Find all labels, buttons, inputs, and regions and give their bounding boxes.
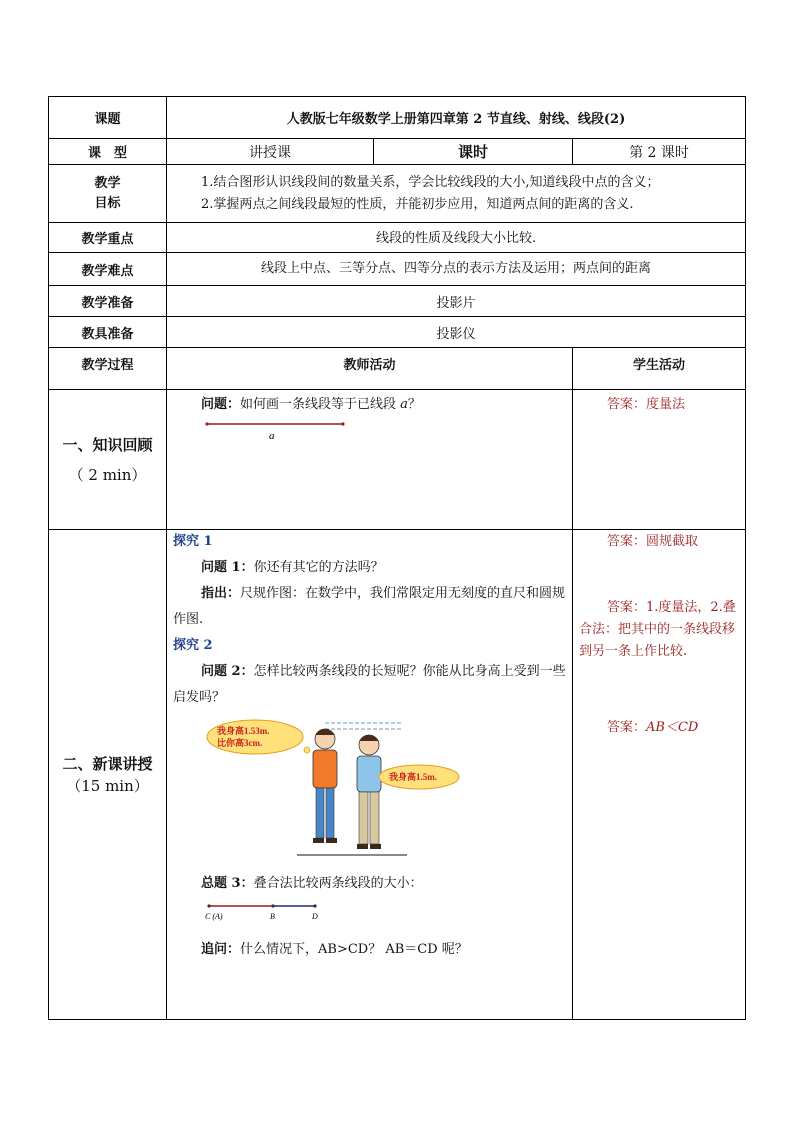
section1-question-var: a — [400, 397, 408, 412]
type-value: 讲授课 — [167, 139, 374, 165]
topic-label: 课题 — [49, 97, 167, 139]
segment-a-label: a — [269, 430, 275, 442]
section2-answer-1: 答案：圆规截取 — [607, 534, 699, 549]
type-label: 课 型 — [49, 139, 167, 165]
bubble1-line1: 我身高1.53m. — [217, 726, 270, 736]
followup-label: 追问： — [201, 942, 241, 957]
segment-a-endpoint-right — [341, 422, 344, 425]
note-line — [173, 581, 566, 633]
section1-time: （ 2 min） — [68, 465, 147, 484]
process-header-col2: 教师活动 — [167, 348, 573, 390]
summary-line — [173, 871, 566, 897]
q1-line — [173, 555, 566, 581]
section1-teacher-cell — [167, 390, 573, 530]
taller-boy-figure — [313, 729, 337, 843]
section2-answer-2: 答案：1.度量法，2.叠合法：把其中的一条线段移到另一条上作比较. — [579, 600, 736, 659]
segment-a-endpoint-left — [205, 422, 208, 425]
point-d — [313, 904, 316, 907]
section1-question — [173, 392, 566, 418]
bubble1-tail — [304, 747, 310, 753]
section2-row — [49, 530, 746, 1020]
summary-label: 总题 3： — [201, 876, 254, 891]
section1-row — [49, 390, 746, 530]
process-header-col3: 学生活动 — [573, 348, 746, 390]
lesson-plan-table — [48, 96, 746, 1020]
goals-list — [167, 165, 746, 223]
section2-label-cell — [49, 530, 167, 1020]
section1-question-end: ？ — [407, 397, 421, 412]
key-point-label: 教学重点 — [49, 223, 167, 253]
point-c — [207, 904, 210, 907]
section2-teacher-cell — [167, 530, 573, 1020]
q2-text: 怎样比较两条线段的长短呢？你能从比身高上受到一些启发吗？ — [173, 664, 566, 705]
difficulty-value: 线段上中点、三等分点、四等分点的表示方法及运用；两点间的距离 — [167, 253, 746, 286]
followup-line — [173, 937, 566, 963]
key-point-value: 线段的性质及线段大小比较. — [167, 223, 746, 253]
q2-label: 问题 2： — [201, 664, 254, 679]
goals-row — [49, 165, 746, 223]
label-b: B — [270, 912, 275, 921]
section2-answer-3-prefix: 答案： — [607, 720, 647, 735]
goals-label-line2: 目标 — [94, 195, 121, 211]
section1-question-text: 如何画一条线段等于已线段 — [240, 397, 401, 412]
topic-row — [49, 97, 746, 139]
section1-title: 一、知识回顾 — [62, 435, 153, 454]
note-label: 指出： — [201, 586, 241, 601]
prep-value: 投影片 — [167, 286, 746, 317]
note-text: 尺规作图：在数学中，我们常限定用无刻度的直尺和圆规作图. — [173, 586, 566, 627]
bubble1-line2: 比你高3cm. — [217, 738, 263, 748]
difficulty-row — [49, 253, 746, 286]
topic-title: 人教版七年级数学上册第四章第 2 节直线、射线、线段(2) — [167, 97, 746, 139]
explore1-heading: 探究 1 — [173, 534, 213, 549]
goal-item-1: 1.结合图形认识线段间的数量关系，学会比较线段的大小,知道线段中点的含义； — [201, 174, 660, 190]
section2-title: 二、新课讲授 — [62, 754, 153, 773]
period-value: 第 2 课时 — [573, 139, 746, 165]
point-b — [271, 904, 274, 907]
height-comparison-illustration — [207, 717, 437, 863]
summary-text: 叠合法比较两条线段的大小： — [253, 876, 423, 891]
label-d: D — [312, 912, 318, 921]
segment-a-figure — [203, 418, 363, 444]
tools-value: 投影仪 — [167, 317, 746, 348]
section1-question-label: 问题： — [201, 397, 241, 412]
section1-student-cell — [573, 390, 746, 530]
goals-label-line1: 教学 — [94, 175, 121, 191]
section2-answer-3 — [607, 715, 739, 741]
section1-answer: 答案：度量法 — [607, 397, 686, 412]
section1-label-cell — [49, 390, 167, 530]
goal-item-2: 2.掌握两点之间线段最短的性质，并能初步应用，知道两点间的距离的含义. — [201, 196, 634, 212]
section2-student-cell — [573, 530, 746, 1020]
key-point-row — [49, 223, 746, 253]
explore2-heading: 探究 2 — [173, 638, 213, 653]
section2-answer-3-expr: AB＜CD — [646, 720, 699, 735]
overlap-segments-figure — [203, 901, 363, 923]
label-c-a: C (A) — [205, 912, 223, 921]
process-header-col1: 教学过程 — [49, 348, 167, 390]
prep-row — [49, 286, 746, 317]
q2-line — [173, 659, 566, 711]
q1-label: 问题 1： — [201, 560, 254, 575]
period-label: 课时 — [374, 139, 573, 165]
q1-text: 你还有其它的方法吗？ — [253, 560, 384, 575]
goals-label — [49, 165, 167, 223]
tools-row — [49, 317, 746, 348]
shorter-boy-figure — [357, 735, 381, 849]
difficulty-label: 教学难点 — [49, 253, 167, 286]
tools-label: 教具准备 — [49, 317, 167, 348]
process-header-row — [49, 348, 746, 390]
bubble2-text: 我身高1.5m. — [389, 772, 437, 782]
followup-text: 什么情况下，AB>CD？ AB＝CD 呢？ — [240, 942, 468, 957]
section2-time: （15 min） — [66, 776, 149, 795]
type-row — [49, 139, 746, 165]
prep-label: 教学准备 — [49, 286, 167, 317]
